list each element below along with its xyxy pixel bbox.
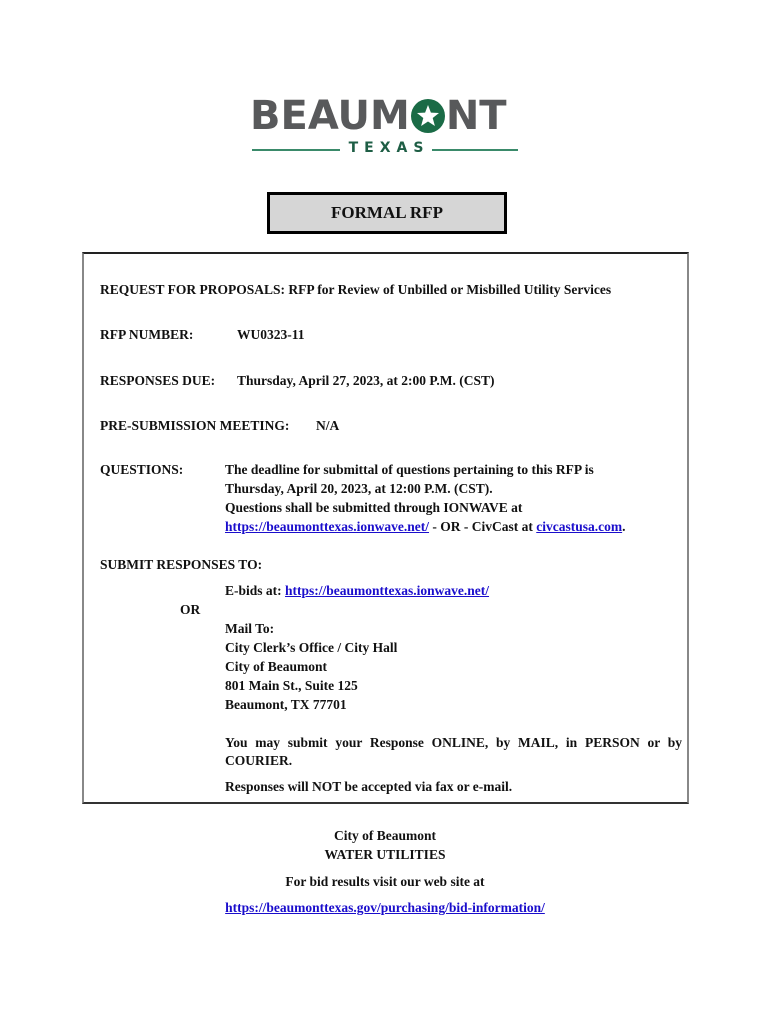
methods-line-2: COURIER. — [225, 753, 293, 768]
footer-bid-results-text: For bid results visit our web site at — [285, 874, 485, 889]
ebids-label: E-bids at: — [225, 583, 286, 598]
request-value: RFP for Review of Unbilled or Misbilled Utility Services — [288, 282, 612, 297]
submit-heading: SUBMIT RESPONSES TO: — [100, 557, 263, 572]
document-title: FORMAL RFP — [267, 192, 507, 234]
logo-subtitle: TEXAS — [348, 140, 430, 156]
mail-line-5: Beaumont, TX 77701 — [225, 697, 347, 712]
ebids-link[interactable]: https://beaumonttexas.ionwave.net/ — [285, 583, 490, 598]
request-line — [100, 281, 611, 299]
pre-submission-value: N/A — [316, 418, 340, 433]
logo-rule-right — [432, 149, 518, 151]
logo-text-right: NT — [445, 93, 507, 139]
or-separator: OR — [180, 602, 201, 617]
footer-department: WATER UTILITIES — [324, 847, 446, 862]
mail-line-2: City Clerk’s Office / City Hall — [225, 640, 398, 655]
mail-line-3: City of Beaumont — [225, 659, 327, 674]
star-icon — [411, 99, 445, 133]
responses-due-label: RESPONSES DUE: — [100, 373, 216, 388]
pre-submission-label: PRE-SUBMISSION MEETING: — [100, 418, 290, 433]
questions-or-text: - OR - CivCast at — [429, 519, 537, 534]
civcast-link[interactable]: civcastusa.com — [536, 519, 623, 534]
questions-line-3: Questions shall be submitted through IONWAVE at — [225, 500, 523, 515]
questions-line-2: Thursday, April 20, 2023, at 12:00 P.M. (CST). — [225, 481, 493, 496]
beaumont-texas-logo — [250, 94, 520, 158]
ebids-line — [225, 582, 489, 600]
questions-label: QUESTIONS: — [100, 462, 184, 477]
mail-line-4: 801 Main St., Suite 125 — [225, 678, 358, 693]
rfp-details-box — [82, 252, 689, 804]
rfp-number-label: RFP NUMBER: — [100, 327, 194, 342]
logo-rule-left — [252, 149, 340, 151]
fax-email-notice: Responses will NOT be accepted via fax or e-mail. — [225, 779, 513, 794]
methods-line-1: You may submit your Response ONLINE, by MAIL, in PERSON or by — [225, 735, 682, 750]
rfp-number-value: WU0323-11 — [237, 327, 305, 342]
ionwave-link[interactable]: https://beaumonttexas.ionwave.net/ — [225, 519, 430, 534]
logo-wordmark — [250, 94, 520, 138]
logo-text-left: BEAUM — [250, 93, 410, 139]
footer-city: City of Beaumont — [334, 828, 436, 843]
responses-due-value: Thursday, April 27, 2023, at 2:00 P.M. (CST) — [237, 373, 495, 388]
bid-information-link[interactable]: https://beaumonttexas.gov/purchasing/bid-information/ — [225, 900, 545, 915]
mail-line-1: Mail To: — [225, 621, 275, 636]
questions-period: . — [622, 519, 626, 534]
request-label: REQUEST FOR PROPOSALS: — [100, 282, 286, 297]
questions-line-4 — [225, 518, 626, 536]
footer-link-line — [0, 899, 770, 917]
questions-line-1: The deadline for submittal of questions pertaining to this RFP is — [225, 462, 594, 477]
